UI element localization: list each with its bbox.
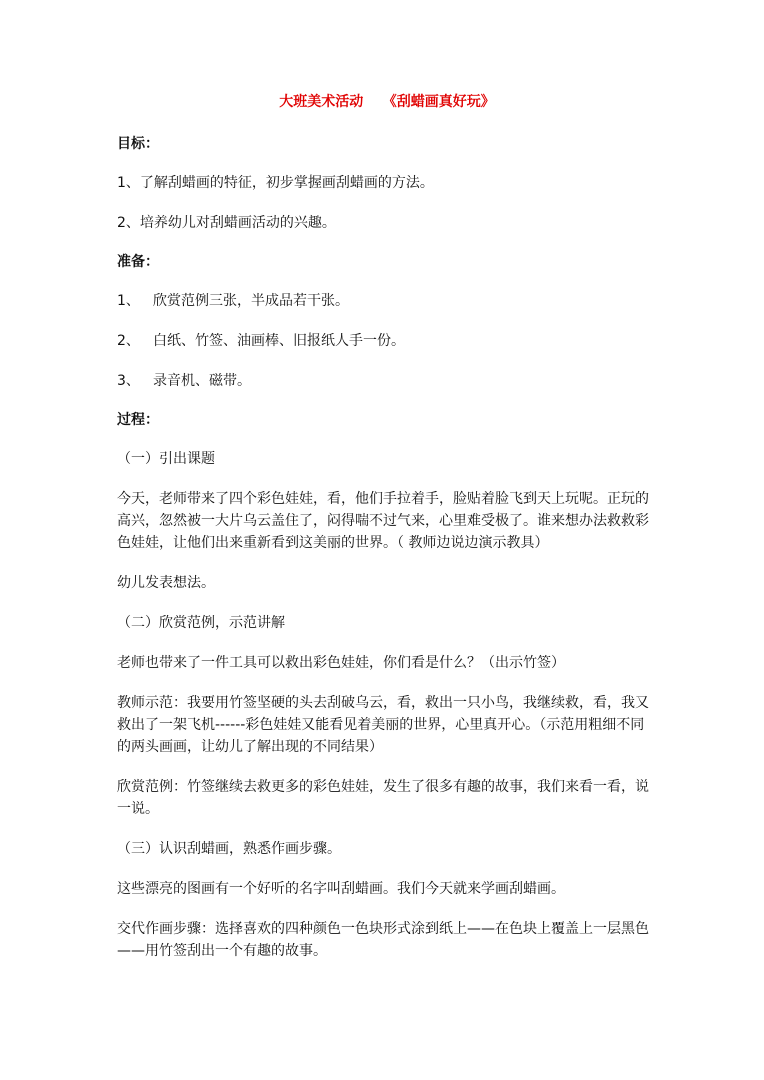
process-paragraph: 欣赏范例：竹签继续去救更多的彩色娃娃，发生了很多有趣的故事，我们来看一看，说一说。 — [117, 779, 649, 817]
preparation-heading: 准备： — [117, 254, 159, 270]
process-paragraph: 老师也带来了一件工具可以救出彩色娃娃，你们看是什么？（出示竹签） — [117, 655, 565, 671]
preparation-item-2 — [117, 330, 657, 352]
preparation-item-text: 欣赏范例三张，半成品若干张。 — [153, 293, 349, 309]
process-paragraph: 交代作画步骤：选择喜欢的四种颜色一色块形式涂到纸上——在色块上覆盖上一层黑色——用竹签刮出一个有趣的故事。 — [117, 921, 649, 959]
preparation-item-3 — [117, 370, 657, 392]
goal-item-2: 2、培养幼儿对刮蜡画活动的兴趣。 — [117, 215, 336, 231]
process-paragraph: 今天，老师带来了四个彩色娃娃，看，他们手拉着手，脸贴着脸飞到天上玩呢。正玩的高兴，忽然被一大片乌云盖住了，闷得喘不过气来，心里难受极了。谁来想办法救救彩色娃娃，让他们出来重新看到这美丽的世界。（ 教师边说边演示教具） — [117, 491, 649, 551]
process-paragraph: 这些漂亮的图画有一个好听的名字叫刮蜡画。我们今天就来学画刮蜡画。 — [117, 881, 565, 897]
goal-item-1: 1、了解刮蜡画的特征，初步掌握画刮蜡画的方法。 — [117, 175, 434, 191]
process-paragraph: 幼儿发表想法。 — [117, 575, 215, 591]
document-page — [117, 92, 657, 980]
process-section-3-title: （三）认识刮蜡画，熟悉作画步骤。 — [117, 841, 341, 857]
process-section-1-title: （一）引出课题 — [117, 451, 215, 467]
goals-heading: 目标： — [117, 136, 159, 152]
process-paragraph: 教师示范：我要用竹签坚硬的头去刮破乌云，看，救出一只小鸟，我继续救，看，我又救出了一架飞机------彩色娃娃又能看见着美丽的世界，心里真开心。（示范用粗细不同的两头画画，让幼儿了解出现的不同结果） — [117, 695, 649, 755]
document-title: 大班美术活动 《刮蜡画真好玩》 — [279, 94, 495, 110]
process-section-2-title: （二）欣赏范例，示范讲解 — [117, 615, 285, 631]
process-heading: 过程： — [117, 412, 159, 428]
preparation-item-number: 3、 — [117, 373, 140, 389]
preparation-item-text: 白纸、竹签、油画棒、旧报纸人手一份。 — [153, 333, 405, 349]
preparation-item-text: 录音机、磁带。 — [153, 373, 251, 389]
preparation-item-number: 1、 — [117, 293, 140, 309]
preparation-item-number: 2、 — [117, 333, 140, 349]
preparation-item-1 — [117, 290, 657, 312]
